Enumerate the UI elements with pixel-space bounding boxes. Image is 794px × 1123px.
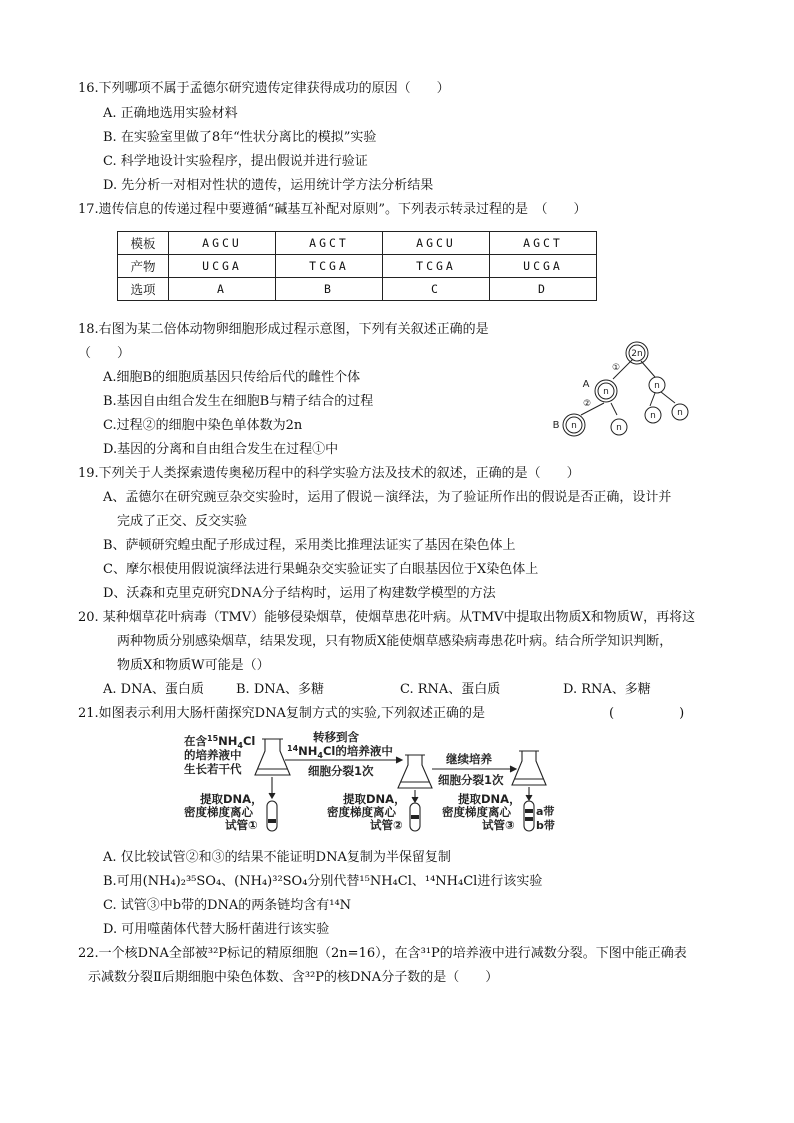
table-cell: UCGA	[169, 255, 276, 278]
q19-option-c: C、摩尔根使用假说演绎法进行果蝇杂交实验证实了白眼基因位于X染色体上	[103, 562, 539, 577]
q17-stem: 17.遗传信息的传递过程中要遵循“碱基互补配对原则”。下列表示转录过程的是 （ ）	[78, 202, 587, 217]
q19-option-a-cont: 完成了正交、反交实验	[117, 514, 248, 529]
table-cell: AGCT	[276, 232, 383, 255]
arrow2-label-bottom: 细胞分裂1次	[438, 773, 504, 787]
table-cell: 选项	[118, 278, 169, 301]
start-condition-line2: 的培养液中	[184, 748, 242, 762]
step1-label: ①	[611, 363, 621, 373]
arrow1-label-top2: $^{14}NH_4Cl$的培养液中	[287, 744, 393, 760]
q16-option-b: B. 在实验室里做了8年“性状分离比的模拟”实验	[103, 130, 377, 145]
q22-stem-line1: 22.一个核DNA全部被³²P标记的精原细胞（2n=16），在含³¹P的培养液中进行减数分裂。下图中能正确表	[78, 946, 687, 961]
q21-option-d: D. 可用噬菌体代替大肠杆菌进行该实验	[103, 922, 330, 937]
top-cell-label: 2n	[631, 349, 643, 359]
cell-label: n	[616, 423, 622, 433]
step2-label: ②	[582, 399, 592, 409]
q21-option-c: C. 试管③中b带的DNA的两条链均含有¹⁴N	[103, 898, 352, 913]
q19-option-b: B、萨顿研究蝗虫配子形成过程，采用类比推理法证实了基因在染色体上	[103, 538, 516, 553]
arrow1-label-top1: 转移到含	[313, 731, 359, 744]
arrow2-label-top: 继续培养	[446, 752, 492, 766]
table-cell: AGCU	[383, 232, 490, 255]
table-cell: TCGA	[276, 255, 383, 278]
centrifuge-label-1: 密度梯度离心	[184, 805, 253, 819]
table-cell: A	[169, 278, 276, 301]
start-condition-line3: 生长若干代	[184, 762, 242, 776]
band-b-label: b带	[536, 819, 555, 832]
q18-option-c: C.过程②的细胞中染色单体数为2n	[103, 418, 303, 433]
table-cell: TCGA	[383, 255, 490, 278]
table-cell: 产物	[118, 255, 169, 278]
table-cell: UCGA	[490, 255, 597, 278]
q19-option-a: A、孟德尔在研究豌豆杂交实验时，运用了假说－演绎法，为了验证所作出的假说是否正确，设计并	[103, 490, 672, 505]
start-condition-line1: 在含$^{15}NH_4Cl$	[184, 734, 256, 750]
q18-option-b: B.基因自由组合发生在细胞B与精子结合的过程	[103, 394, 374, 409]
table-row	[118, 255, 597, 278]
table-cell: 模板	[118, 232, 169, 255]
table-cell: C	[383, 278, 490, 301]
q20-option-b: B. DNA、多糖	[236, 682, 325, 697]
q16-option-c: C. 科学地设计实验程序，提出假说并进行验证	[103, 154, 368, 169]
q18-option-d: D.基因的分离和自由组合发生在过程①中	[103, 442, 339, 457]
table-cell: AGCU	[169, 232, 276, 255]
q20-stem-line3: 物质X和物质W可能是（）	[117, 658, 270, 673]
table-cell: AGCT	[490, 232, 597, 255]
q16-option-d: D. 先分析一对相对性状的遗传，运用统计学方法分析结果	[103, 178, 434, 193]
q21-stem: 21.如图表示利用大肠杆菌探究DNA复制方式的实验,下列叙述正确的是	[78, 706, 485, 721]
q16-option-a: A. 正确地选用实验材料	[103, 106, 238, 121]
q18-option-a: A.细胞B的细胞质基因只传给后代的雌性个体	[103, 370, 361, 385]
q17-table	[117, 231, 597, 301]
tube2-label: 试管②	[370, 818, 403, 832]
tube3-label: 试管③	[482, 818, 515, 832]
tube1-label: 试管①	[225, 818, 258, 832]
arrow1-label-bottom: 细胞分裂1次	[308, 764, 374, 778]
oogenesis-diagram	[545, 335, 705, 445]
cell-a-label: A	[582, 379, 590, 390]
table-row	[118, 232, 597, 255]
band-a-label: a带	[536, 805, 555, 818]
centrifuge-label-3: 密度梯度离心	[442, 805, 511, 819]
cell-label: n	[677, 408, 683, 418]
q18-stem: 18.右图为某二倍体动物卵细胞形成过程示意图，下列有关叙述正确的是	[78, 322, 489, 337]
q22-stem-line2: 示减数分裂Ⅱ后期细胞中染色体数、含³²P的核DNA分子数的是（ ）	[88, 970, 499, 985]
q20-option-d: D. RNA、多糖	[563, 682, 651, 697]
q20-stem-line2: 两种物质分别感染烟草，结果发现，只有物质X能使烟草感染病毒患花叶病。结合所学知识判断，	[117, 634, 673, 649]
centrifuge-label-2: 密度梯度离心	[327, 805, 396, 819]
table-row	[118, 278, 597, 301]
q20-option-c: C. RNA、蛋白质	[400, 682, 501, 697]
q16-stem: 16.下列哪项不属于孟德尔研究遗传定律获得成功的原因（ ）	[78, 81, 450, 96]
q18-answer-paren: （ ）	[78, 346, 131, 361]
q20-stem-line1: 20. 某种烟草花叶病毒（TMV）能够侵染烟草，使烟草患花叶病。从TMV中提取出物质X和物质W，再将这	[78, 610, 696, 625]
q19-stem: 19.下列关于人类探索遗传奥秘历程中的科学实验方法及技术的叙述，正确的是（ ）	[78, 466, 580, 481]
q21-answer-paren: ( )	[609, 706, 685, 721]
cell-label: n	[654, 381, 660, 391]
q21-option-b: B.可用(NH₄)₂³⁵SO₄、(NH₄)³²SO₄分别代替¹⁵NH₄Cl、¹⁴NH₄Cl进行该实验	[103, 874, 543, 889]
cell-label: n	[650, 411, 656, 421]
table-cell: B	[276, 278, 383, 301]
table-cell: D	[490, 278, 597, 301]
dna-replication-figure	[180, 731, 560, 835]
extract-label-3: 提取DNA，	[458, 792, 521, 806]
extract-label-2: 提取DNA，	[343, 792, 406, 806]
q20-option-a: A. DNA、蛋白质	[103, 682, 204, 697]
cell-label: n	[603, 387, 609, 397]
cell-b-label: B	[552, 420, 560, 431]
q19-option-d: D、沃森和克里克研究DNA分子结构时，运用了构建数学模型的方法	[103, 586, 496, 601]
cell-label: n	[571, 421, 577, 431]
q21-option-a: A. 仅比较试管②和③的结果不能证明DNA复制为半保留复制	[103, 850, 451, 865]
extract-label-1: 提取DNA，	[200, 792, 263, 806]
